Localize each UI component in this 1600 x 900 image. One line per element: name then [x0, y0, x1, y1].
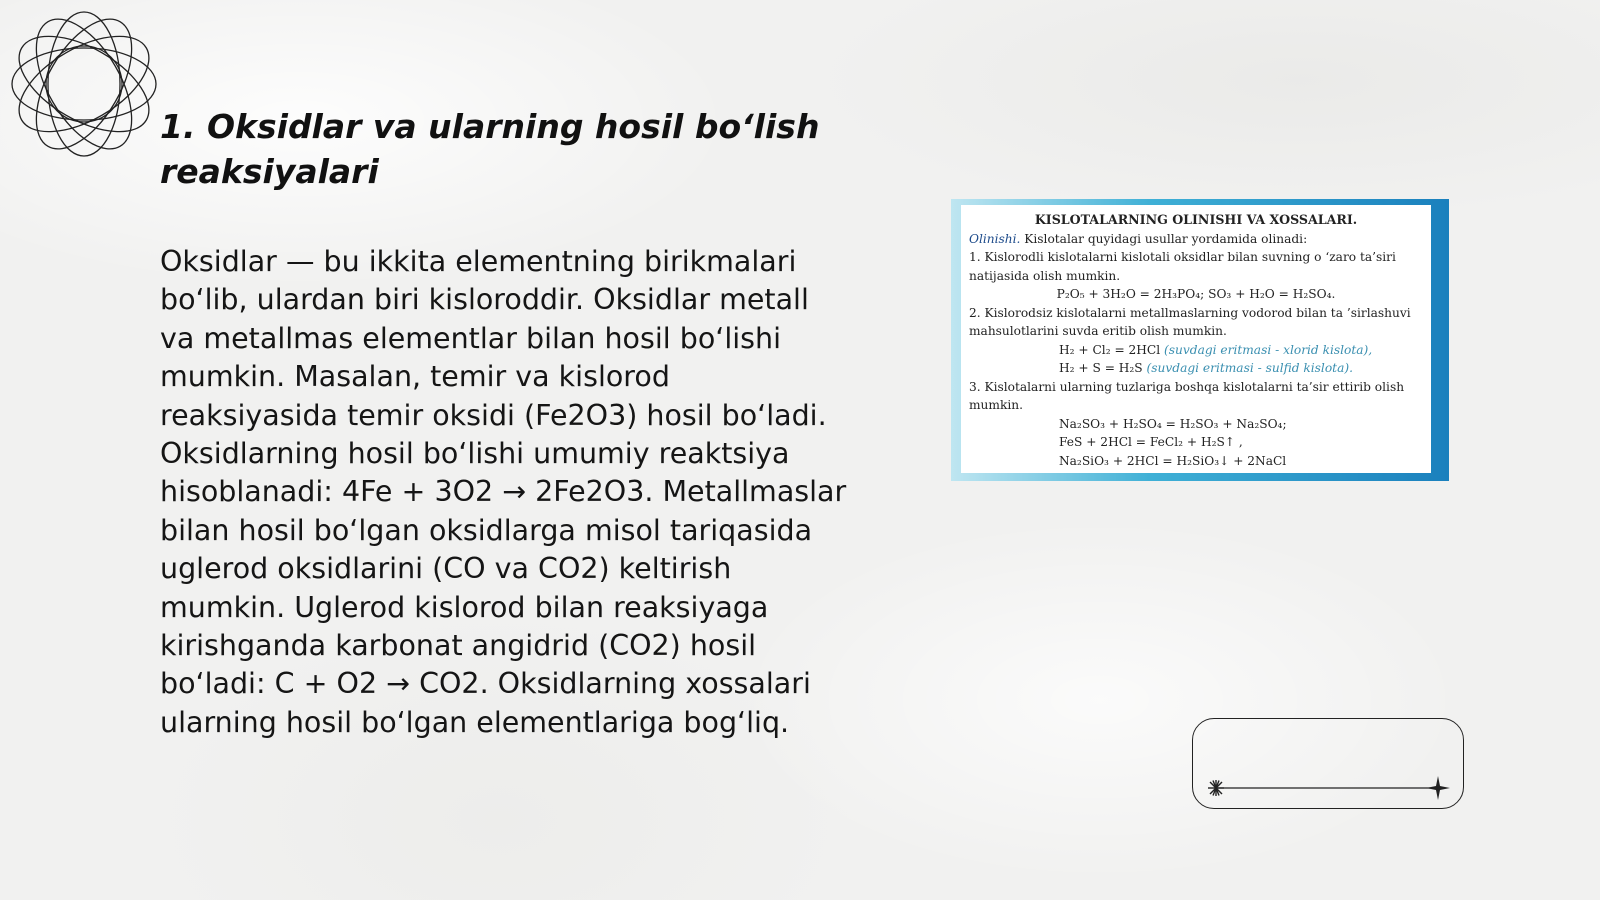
equation-3-note: (suvdagi eritmasi - sulfid kislota).: [1146, 361, 1353, 375]
excerpt-equation-2: [969, 341, 1423, 360]
equation-2-note: (suvdagi eritmasi - xlorid kislota),: [1164, 342, 1373, 357]
starburst-icon: [1208, 780, 1224, 796]
excerpt-equation-4: Na₂SO₃ + H₂SO₄ = H₂SO₃ + Na₂SO₄;: [1059, 416, 1287, 431]
equation-2-formula: H₂ + Cl₂ = 2HCl: [1059, 342, 1161, 357]
circle-ornament-icon: [10, 10, 158, 158]
excerpt-equation-1: P₂O₅ + 3H₂O = 2H₃PO₄; SO₃ + H₂O = H₂SO₄.: [1056, 287, 1336, 301]
equation-3-formula: H₂ + S = H₂S: [1059, 361, 1143, 375]
excerpt-equation-6: Na₂SiO₃ + 2HCl = H₂SiO₃↓ + 2NaCl: [1059, 453, 1287, 468]
decorative-line: [1192, 770, 1464, 800]
textbook-excerpt-image: [951, 199, 1449, 481]
excerpt-method-2: 2. Kislorodsiz kislotalarni metallmaslarning vodorod bilan ta ’sirlashuvi mahsulotlarini suvda eritib olish mumkin.: [969, 305, 1411, 338]
textbook-excerpt-content: [961, 205, 1431, 473]
slide-body-text: Oksidlar — bu ikkita elementning birikmalari bo‘lib, ulardan biri kisloroddir. Oksidlar metall va metallmas elementlar bilan hosil bo‘lishi mumkin. Masalan, temir va kislorod reaksiyasida temir oksidi (Fe2O3) hosil bo‘ladi. Oksidlarning hosil bo‘lishi umumiy reaktsiya hisoblanadi: 4Fe + 3O2 → 2Fe2O3. Metallmaslar bilan hosil bo‘lgan oksidlarga misol tariqasida uglerod oksidlarini (CO va CO2) keltirish mumkin. Uglerod kislorod bilan reaksiyaga kirishganda karbonat angidrid (CO2) hosil bo‘ladi: C + O2 → CO2. Oksidlarning xossalari ularning hosil bo‘lgan elementlariga bog‘liq.: [160, 245, 847, 739]
excerpt-equation-5: FeS + 2HCl = FeCl₂ + H₂S↑ ,: [1059, 435, 1243, 449]
excerpt-equation-3: [969, 359, 1423, 378]
excerpt-method-3: 3. Kislotalarni ularning tuzlariga boshqa kislotalarni ta’sir ettirib olish mumkin.: [969, 379, 1405, 412]
sparkle-icon: [1426, 776, 1450, 800]
excerpt-method-1: 1. Kislorodli kislotalarni kislotali oksidlar bilan suvning o ‘zaro ta’siri natijasida olish mumkin.: [969, 250, 1396, 283]
excerpt-intro: [969, 230, 1423, 249]
excerpt-intro-text: Kislotalar quyidagi usullar yordamida olinadi:: [1024, 231, 1308, 246]
excerpt-intro-label: Olinishi.: [969, 231, 1021, 246]
slide-title: 1. Oksidlar va ularning hosil bo‘lish reaksiyalari: [160, 107, 820, 191]
excerpt-heading: KISLOTALARNING OLINISHI VA XOSSALARI.: [1034, 212, 1358, 227]
